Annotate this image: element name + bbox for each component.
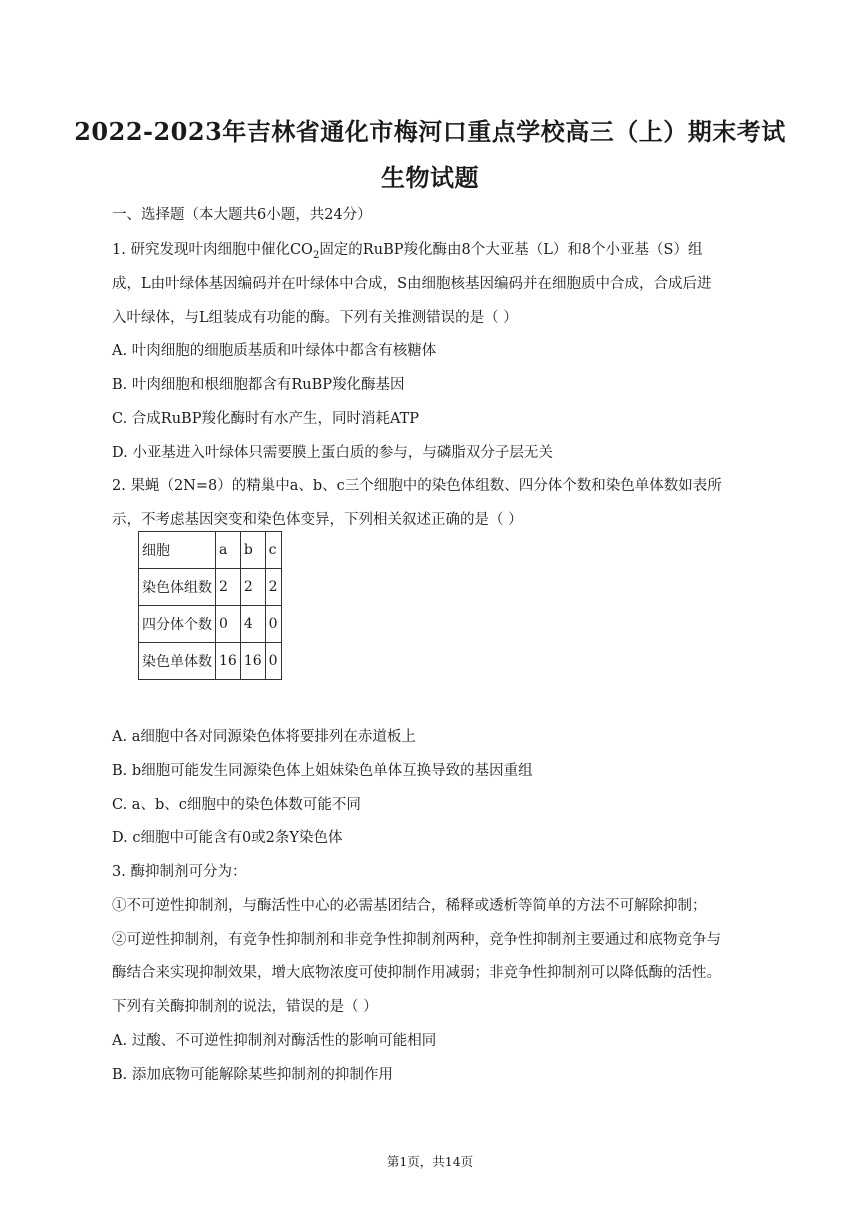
q3-stem-line5: 下列有关酶抑制剂的说法，错误的是（ ） xyxy=(112,999,378,1015)
q3-option-a: A. 过酸、不可逆性抑制剂对酶活性的影响可能相同 xyxy=(112,1033,437,1049)
document-title-line2: 生物试题 xyxy=(381,163,479,192)
table-header-cell: c xyxy=(265,532,281,569)
q1-stem-line1: 1. 研究发现叶肉细胞中催化$CO_2$固定的RuBP羧化酶由8个大亚基（L）和8个小亚基（S）组 xyxy=(112,242,703,261)
q2-option-c: C. a、b、c细胞中的染色体数可能不同 xyxy=(112,797,361,813)
table-header-cell: 细胞 xyxy=(139,532,216,569)
table-cell: 四分体个数 xyxy=(139,606,216,643)
table-header-cell: a xyxy=(216,532,241,569)
section-heading: 一、选择题（本大题共6小题，共24分） xyxy=(112,207,372,223)
q2-stem-line1: 2. 果蝇（2N=8）的精巢中a、b、c三个细胞中的染色体组数、四分体个数和染色单体数如表所 xyxy=(112,478,722,494)
table-cell: 4 xyxy=(240,606,265,643)
q1-option-d: D. 小亚基进入叶绿体只需要膜上蛋白质的参与，与磷脂双分子层无关 xyxy=(112,445,553,461)
q3-option-b: B. 添加底物可能解除某些抑制剂的抑制作用 xyxy=(112,1067,393,1083)
q2-stem-line2: 示，不考虑基因突变和染色体变异，下列相关叙述正确的是（ ） xyxy=(112,512,523,528)
q1-option-c: C. 合成RuBP羧化酶时有水产生，同时消耗ATP xyxy=(112,411,420,427)
table-row xyxy=(139,532,282,569)
table-cell: 染色单体数 xyxy=(139,643,216,680)
document-title-line1: 2022-2023年吉林省通化市梅河口重点学校高三（上）期末考试 xyxy=(74,117,786,146)
table-cell: 0 xyxy=(216,606,241,643)
table-header-cell: b xyxy=(240,532,265,569)
table-cell: 染色体组数 xyxy=(139,569,216,606)
q3-stem-line3: ②可逆性抑制剂，有竞争性抑制剂和非竞争性抑制剂两种，竞争性抑制剂主要通过和底物竞争与 xyxy=(112,932,721,948)
q3-stem-line4: 酶结合来实现抑制效果，增大底物浓度可使抑制作用减弱；非竞争性抑制剂可以降低酶的活性。 xyxy=(112,965,721,981)
table-cell: 2 xyxy=(216,569,241,606)
q2-option-a: A. a细胞中各对同源染色体将要排列在赤道板上 xyxy=(112,729,416,745)
table-row xyxy=(139,569,282,606)
table-cell: 16 xyxy=(216,643,241,680)
q3-stem-line2: ①不可逆性抑制剂，与酶活性中心的必需基团结合，稀释或透析等简单的方法不可解除抑制； xyxy=(112,898,707,914)
q1-stem-line3: 入叶绿体，与L组装成有功能的酶。下列有关推测错误的是（ ） xyxy=(112,310,518,326)
table-cell: 0 xyxy=(265,643,281,680)
table-row xyxy=(139,606,282,643)
q2-option-d: D. c细胞中可能含有0或2条Y染色体 xyxy=(112,830,343,846)
table-cell: 16 xyxy=(240,643,265,680)
q2-option-b: B. b细胞可能发生同源染色体上姐妹染色单体互换导致的基因重组 xyxy=(112,763,533,779)
table-cell: 2 xyxy=(240,569,265,606)
table-row xyxy=(139,643,282,680)
table-cell: 0 xyxy=(265,606,281,643)
table-cell: 2 xyxy=(265,569,281,606)
page-footer: 第1页，共14页 xyxy=(386,1154,474,1169)
q1-option-a: A. 叶肉细胞的细胞质基质和叶绿体中都含有核糖体 xyxy=(112,343,437,359)
cell-data-table xyxy=(138,531,282,680)
q1-option-b: B. 叶肉细胞和根细胞都含有RuBP羧化酶基因 xyxy=(112,377,405,393)
q3-stem-line1: 3. 酶抑制剂可分为： xyxy=(112,864,247,880)
q1-stem-line2: 成，L由叶绿体基因编码并在叶绿体中合成，S由细胞核基因编码并在细胞质中合成，合成后进 xyxy=(112,276,712,292)
